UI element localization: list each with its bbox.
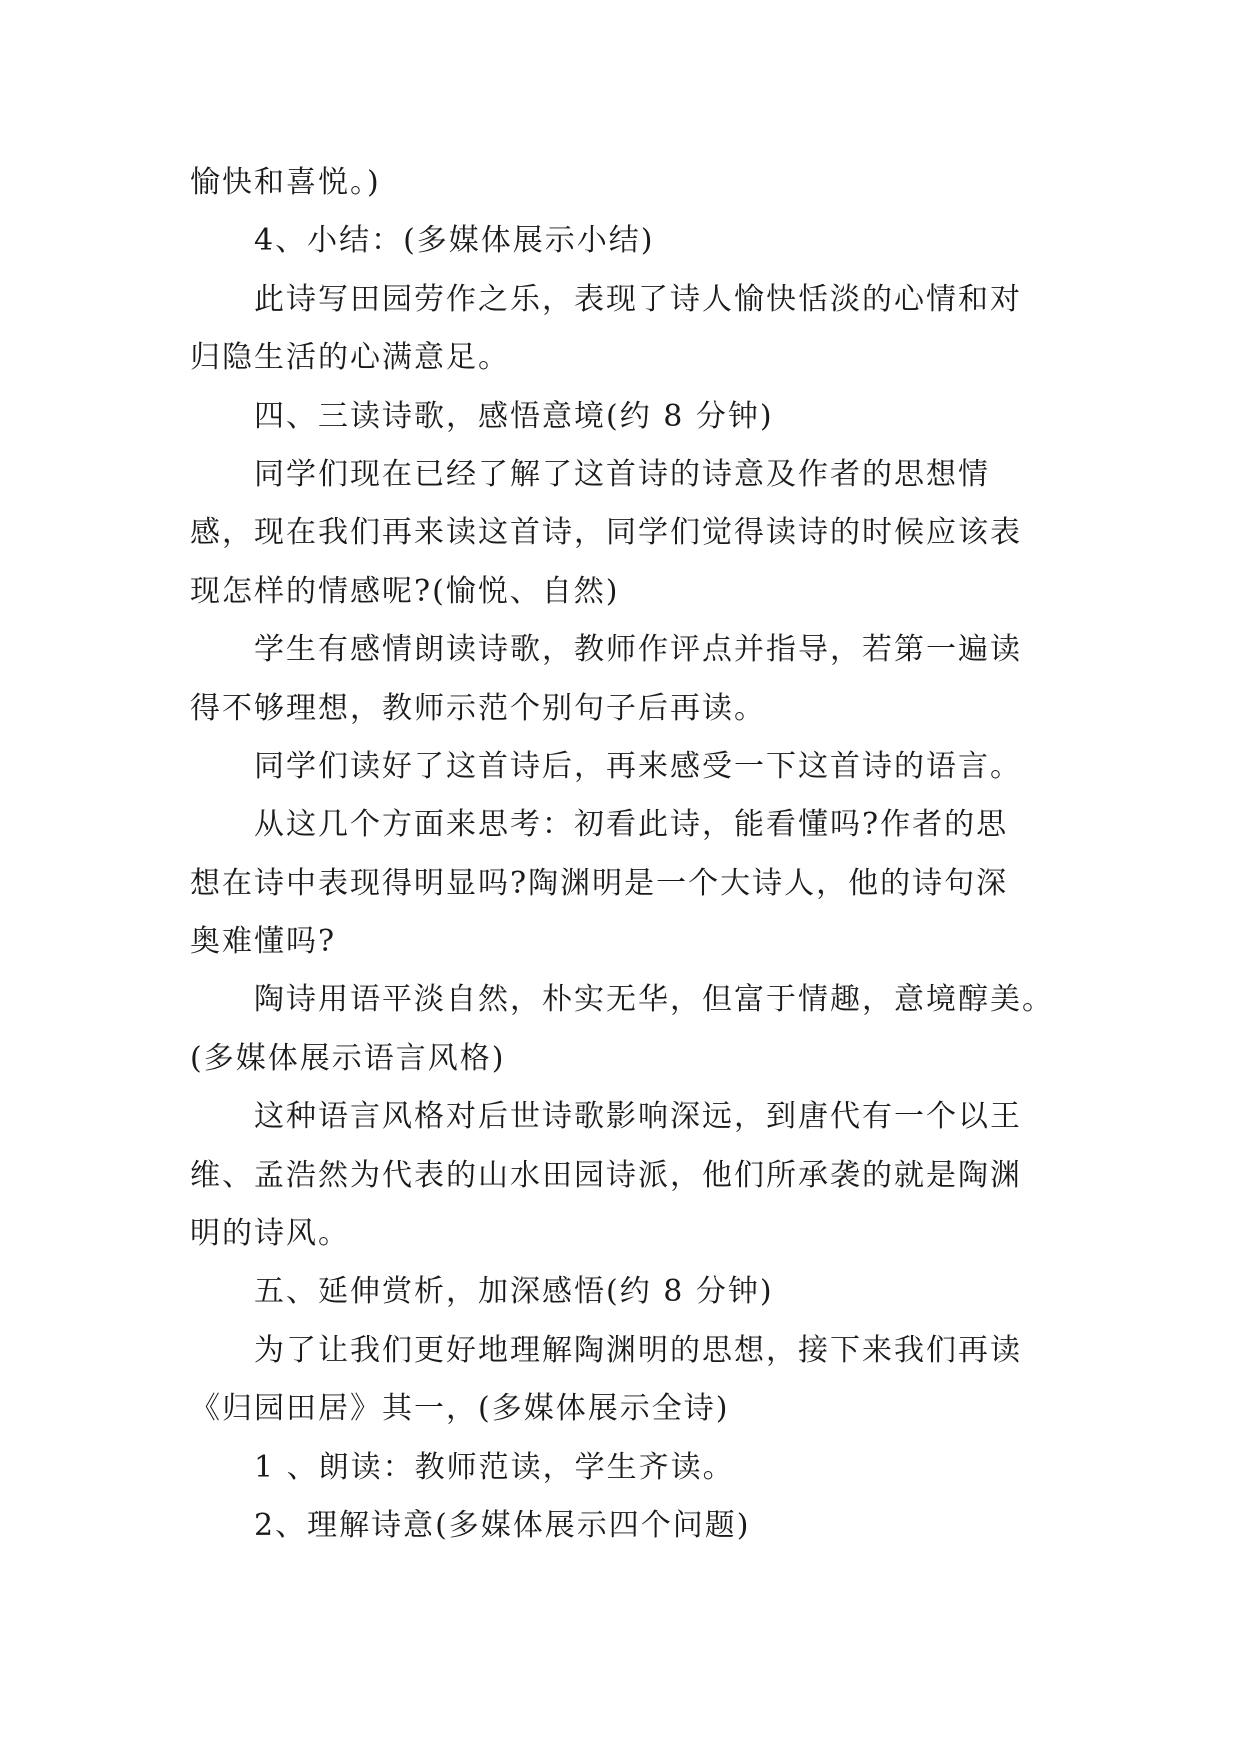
text-line: 感，现在我们再来读这首诗，同学们觉得读诗的时候应该表 — [190, 515, 1022, 551]
text-line: 此诗写田园劳作之乐，表现了诗人愉快恬淡的心情和对 — [254, 281, 1022, 317]
list-item: 2、理解诗意(多媒体展示四个问题) — [254, 1507, 751, 1543]
text-line: 奥难懂吗? — [190, 924, 337, 960]
text-line: 维、孟浩然为代表的山水田园诗派，他们所承袭的就是陶渊 — [190, 1157, 1022, 1193]
text-line: 想在诗中表现得明显吗?陶渊明是一个大诗人，他的诗句深 — [190, 865, 1009, 901]
text-line: 现怎样的情感呢?(愉悦、自然) — [190, 573, 620, 609]
text-line: 明的诗风。 — [190, 1216, 350, 1252]
text-line: 学生有感情朗读诗歌，教师作评点并指导，若第一遍读 — [254, 632, 1022, 668]
text-line: 得不够理想，教师示范个别句子后再读。 — [190, 690, 766, 726]
text-line: 从这几个方面来思考：初看此诗，能看懂吗?作者的思 — [254, 807, 1009, 843]
text-line: 为了让我们更好地理解陶渊明的思想，接下来我们再读 — [254, 1332, 1022, 1368]
document-body — [190, 154, 1060, 1555]
text-line: 4、小结：(多媒体展示小结) — [254, 223, 655, 259]
text-line: 同学们现在已经了解了这首诗的诗意及作者的思想情 — [254, 456, 990, 492]
text-line: (多媒体展示语言风格) — [190, 1040, 506, 1076]
text-line: 归隐生活的心满意足。 — [190, 340, 510, 376]
list-item: 1 、朗读：教师范读，学生齐读。 — [254, 1449, 735, 1485]
section-heading: 四、三读诗歌，感悟意境(约 8 分钟) — [254, 398, 774, 434]
text-line: 陶诗用语平淡自然，朴实无华，但富于情趣，意境醇美。 — [254, 982, 1054, 1018]
section-heading: 五、延伸赏析，加深感悟(约 8 分钟) — [254, 1274, 774, 1310]
text-line: 这种语言风格对后世诗歌影响深远，到唐代有一个以王 — [254, 1099, 1022, 1135]
text-line: 同学们读好了这首诗后，再来感受一下这首诗的语言。 — [254, 748, 1022, 784]
text-line: 愉快和喜悦。) — [190, 165, 381, 200]
text-line: 《归园田居》其一，(多媒体展示全诗) — [190, 1391, 730, 1427]
